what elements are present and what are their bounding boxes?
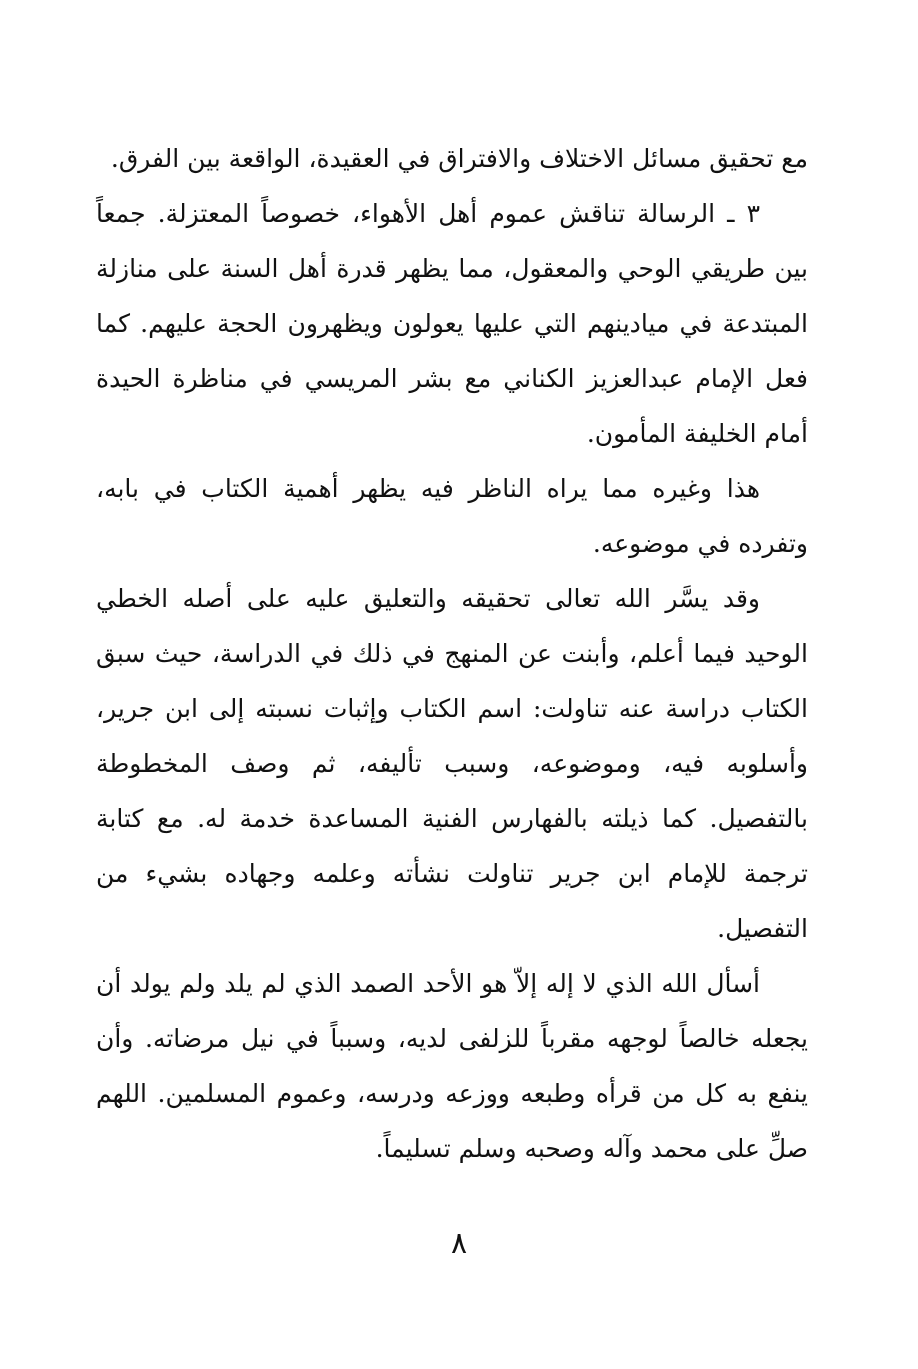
page-number: ٨	[450, 1226, 468, 1261]
body-text	[96, 131, 808, 1176]
paragraph-importance: هذا وغيره مما يراه الناظر فيه يظهر أهمية الكتاب في بابه، وتفرده في موضوعه.	[96, 474, 808, 558]
paragraph-supplication: أسأل الله الذي لا إله إلاّ هو الأحد الصمد الذي لم يلد ولم يولد أن يجعله خالصاً لوجهه مقرباً للزلفى لديه، وسبباً في نيل مرضاته. وأن ينفع به كل من قرأه وطبعه ووزعه ودرسه، وعموم المسلمين. اللهم صلِّ على محمد وآله وصحبه وسلم تسليماً.	[96, 969, 808, 1163]
paragraph-methodology: وقد يسَّر الله تعالى تحقيقه والتعليق عليه على أصله الخطي الوحيد فيما أعلم، وأبنت عن المنهج في ذلك في الدراسة، حيث سبق الكتاب دراسة عنه تناولت: اسم الكتاب وإثبات نسبته إلى ابن جرير، وأسلوبه فيه، وموضوعه، وسبب تأليفه، ثم وصف المخطوطة بالتفصيل. كما ذيلته بالفهارس الفنية المساعدة خدمة له. مع كتابة ترجمة للإمام ابن جرير تناولت نشأته وعلمه وجهاده بشيء من التفصيل.	[96, 584, 808, 943]
paragraph-continuation: مع تحقيق مسائل الاختلاف والافتراق في العقيدة، الواقعة بين الفرق.	[110, 144, 808, 173]
paragraph-point-3: ٣ ـ الرسالة تناقش عموم أهل الأهواء، خصوصاً المعتزلة. جمعاً بين طريقي الوحي والمعقول، مما يظهر قدرة أهل السنة على منازلة المبتدعة في ميادينهم التي عليها يعولون ويظهرون الحجة عليهم. كما فعل الإمام عبدالعزيز الكناني مع بشر المريسي في مناظرة الحيدة أمام الخليفة المأمون.	[96, 199, 808, 448]
